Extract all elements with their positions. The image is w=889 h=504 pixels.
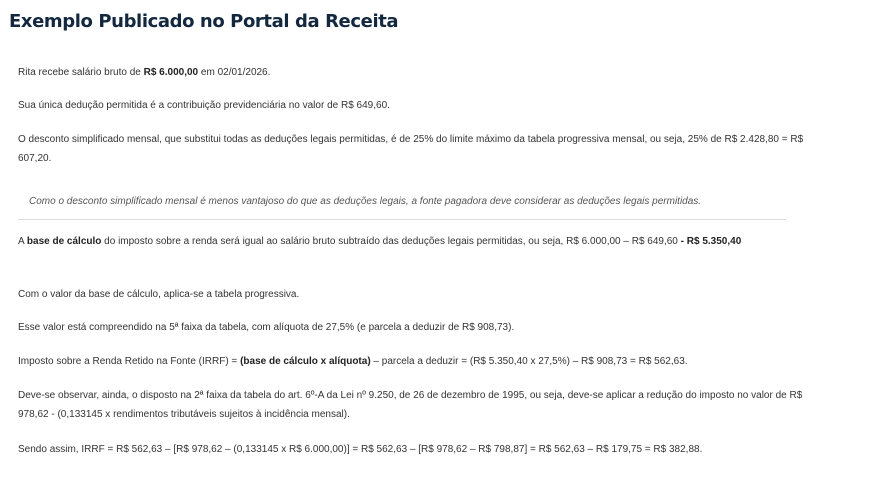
salary-date-text: em 02/01/2026. <box>198 67 271 78</box>
base-text-2: do imposto sobre a renda será igual ao salário bruto subtraído das deduções legais permitidas, ou seja, R$ 6.000,00 – R$ 649,60 <box>101 236 681 247</box>
divider <box>18 219 786 220</box>
salary-amount: R$ 6.000,00 <box>143 67 199 78</box>
irrf-paragraph <box>18 352 688 371</box>
progressive-table-paragraph: Com o valor da base de cálculo, aplica-se a tabela progressiva. <box>18 289 300 300</box>
base-calculation-paragraph <box>18 232 818 251</box>
salary-paragraph <box>18 63 270 82</box>
base-term: base de cálculo <box>26 236 102 247</box>
irrf-text-2: – parcela a deduzir = (R$ 5.350,40 x 27,5%) – R$ 908,73 = R$ 562,63. <box>370 356 688 367</box>
bracket-paragraph: Esse valor está compreendido na 5ª faixa da tabela, com alíquota de 27,5% (e parcela a deduzir de R$ 908,73). <box>18 322 515 333</box>
comparison-note: Como o desconto simplificado mensal é menos vantajoso do que as deduções legais, a fonte pagadora deve considerar as deduções legais permitidas. <box>29 196 702 207</box>
final-irrf-paragraph: Sendo assim, IRRF = R$ 562,63 – [R$ 978,62 – (0,133145 x R$ 6.000,00)] = R$ 562,63 – [R$ 978,62 – R$ 798,87] = R$ 562,63 – R$ 179,75 = R$ 382,88. <box>18 444 703 455</box>
deduction-paragraph: Sua única dedução permitida é a contribuição previdenciária no valor de R$ 649,60. <box>18 100 390 111</box>
simplified-discount-paragraph: O desconto simplificado mensal, que substitui todas as deduções legais permitidas, é de 25% do limite máximo da tabela progressiva mensal, ou seja, 25% de R$ 2.428,80 = R$ 607,20. <box>18 134 804 164</box>
irrf-text-1: Imposto sobre a Renda Retido na Fonte (IRRF) = <box>18 356 241 367</box>
base-text-1: A <box>18 236 27 247</box>
page-title: Exemplo Publicado no Portal da Receita <box>9 11 399 32</box>
salary-text: Rita recebe salário bruto de <box>18 67 144 78</box>
reduction-paragraph: Deve-se observar, ainda, o disposto na 2ª faixa da tabela do art. 6º-A da Lei nº 9.250, de 26 de dezembro de 1995, ou seja, deve-se aplicar a redução do imposto no valor de R$ 978,62 - (0,133145 x rendimentos tributáveis sujeitos à incidência mensal). <box>18 390 803 420</box>
irrf-formula: (base de cálculo x alíquota) <box>240 356 371 367</box>
base-result: - R$ 5.350,40 <box>680 236 742 247</box>
